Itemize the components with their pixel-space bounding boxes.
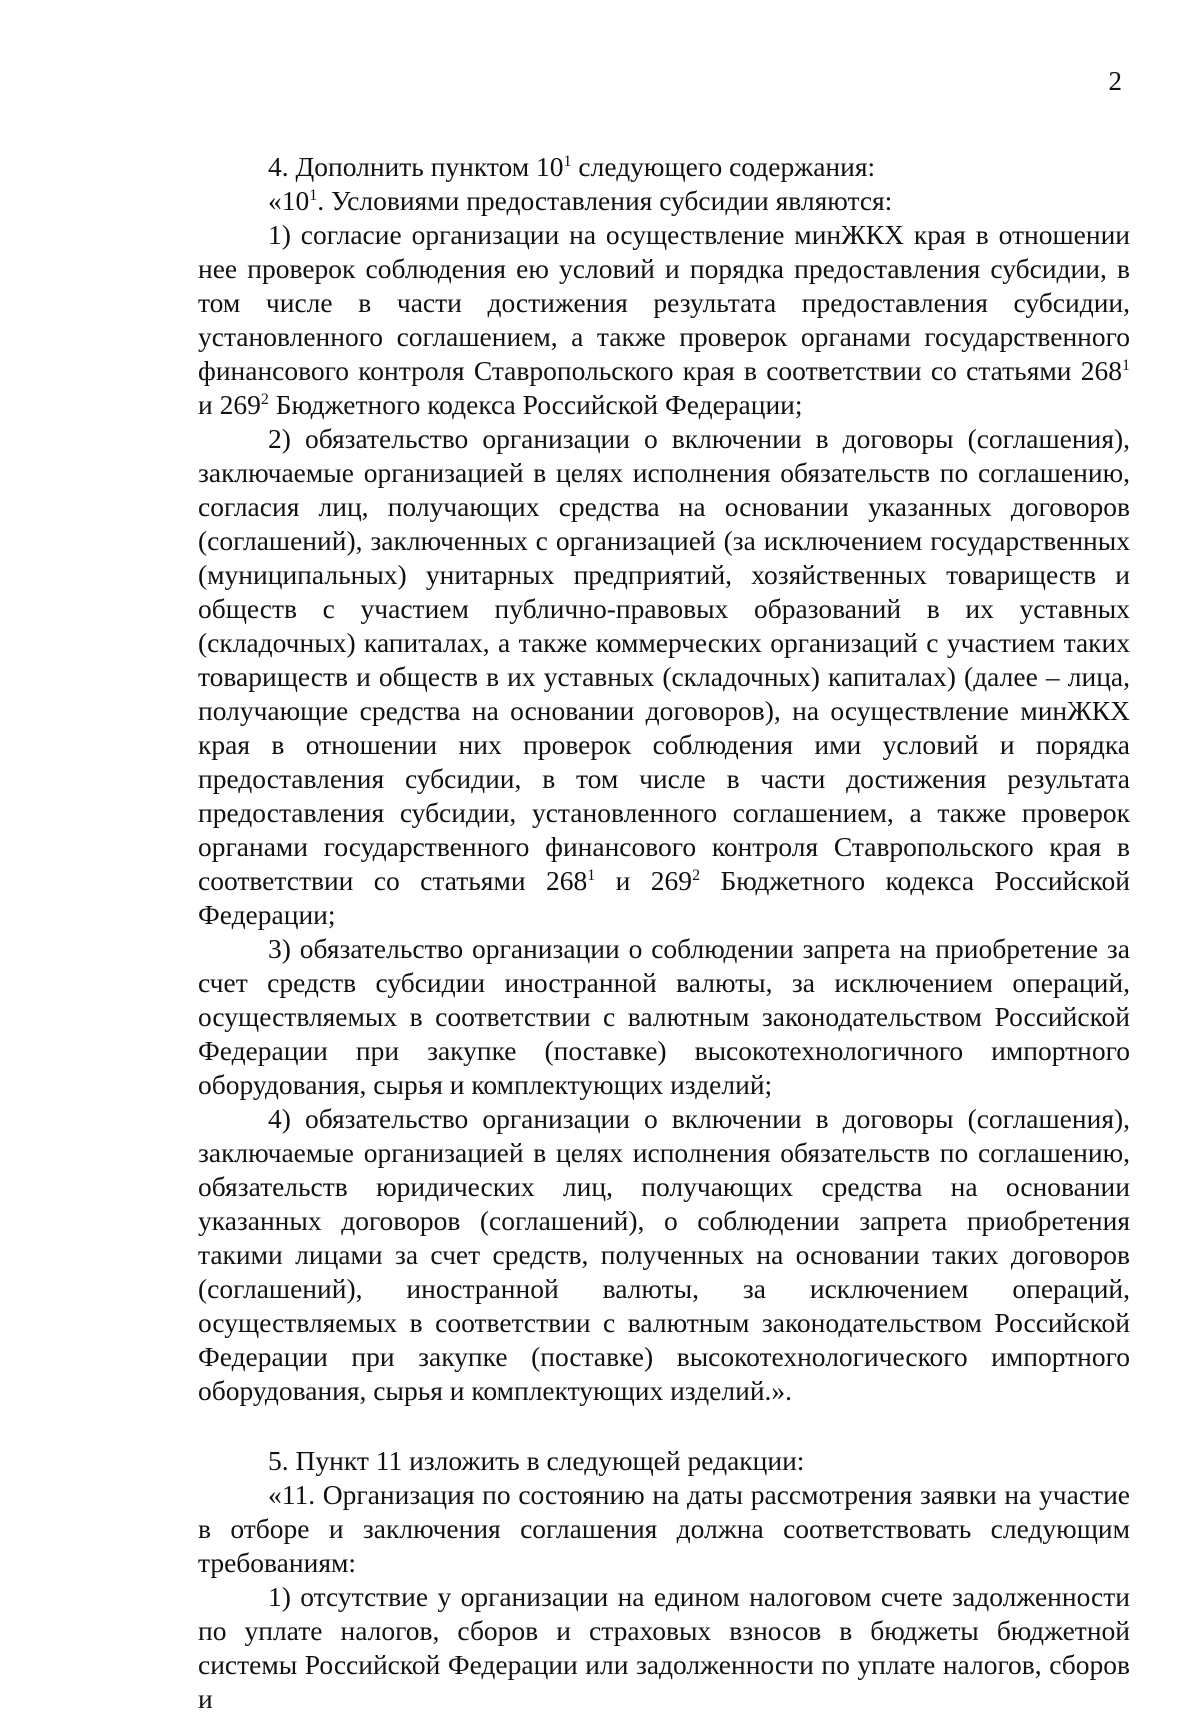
section-4-intro-text: «10	[268, 185, 310, 216]
superscript: 1	[1122, 356, 1130, 374]
section-4-item-2	[198, 422, 1130, 932]
page-number: 2	[1108, 66, 1122, 96]
section-4-heading-text-end: следующего содержания:	[571, 151, 876, 182]
item-text: и 269	[198, 389, 261, 420]
item-text: Бюджетного кодекса Российской Федерации;	[198, 865, 1130, 930]
superscript: 1	[563, 152, 572, 170]
document-body	[198, 150, 1130, 1716]
item-text: 2) обязательство организации о включении в договоры (соглашения), заключаемые организацией в целях исполнения обязательств по соглашению, согласия лиц, получающих средства на основании указанных договоров (соглашений), заключенных с организацией (за исключением государственных (муниципальных) унитарных предприятий, хозяйственных товариществ и обществ с участием публично-правовых образований в их уставных (складочных) капиталах, а также коммерческих организаций с участием таких товариществ и обществ в их уставных (складочных) капиталах) (далее – лица, получающие средства на основании договоров), на осуществление минЖКХ края в отношении них проверок соблюдения ими условий и порядка предоставления субсидии, в том числе в части достижения результата предоставления субсидии, установленного соглашением, а также проверок органами государственного финансового контроля Ставропольского края в соответствии со статьями 268	[198, 423, 1130, 896]
section-4-heading-text: 4. Дополнить пунктом 10	[268, 151, 564, 182]
section-4-intro-text-end: . Условиями предоставления субсидии являются:	[317, 185, 893, 216]
section-5-item-1: 1) отсутствие у организации на едином налоговом счете задолженности по уплате налогов, сборов и страховых взносов в бюджеты бюджетной системы Российской Федерации или задолженности по уплате налогов, сборов и	[198, 1581, 1130, 1714]
superscript: 1	[587, 866, 596, 884]
section-4-heading	[198, 150, 1130, 184]
section-4-item-1	[198, 218, 1130, 422]
item-text: 1) согласие организации на осуществление минЖКХ края в отношении нее проверок соблюдения ею условий и порядка предоставления субсидии, в том числе в части достижения результата предоставления субсидии, установленного соглашением, а также проверок органами государственного финансового контроля Ставропольского края в соответствии со статьями 268	[198, 219, 1130, 386]
item-text: Бюджетного кодекса Российской Федерации;	[268, 389, 803, 420]
section-4-intro	[198, 184, 1130, 218]
superscript: 2	[692, 866, 701, 884]
item-text: и 269	[595, 865, 693, 896]
superscript: 2	[260, 390, 269, 408]
superscript: 1	[309, 186, 318, 204]
section-4-item-3: 3) обязательство организации о соблюдении запрета на приобретение за счет средств субсидии иностранной валюты, за исключением операций, осуществляемых в соответствии с валютным законодательством Российской Федерации при закупке (поставке) высокотехнологичного импортного оборудования, сырья и комплектующих изделий;	[198, 933, 1130, 1100]
section-4-item-4: 4) обязательство организации о включении в договоры (соглашения), заключаемые организацией в целях исполнения обязательств по соглашению, обязательств юридических лиц, получающих средства на основании указанных договоров (соглашений), о соблюдении запрета приобретения такими лицами за счет средств, полученных на основании таких договоров (соглашений), иностранной валюты, за исключением операций, осуществляемых в соответствии с валютным законодательством Российской Федерации при закупке (поставке) высокотехнологического импортного оборудования, сырья и комплектующих изделий.».	[198, 1103, 1130, 1406]
section-5-heading: 5. Пункт 11 изложить в следующей редакции:	[268, 1445, 805, 1476]
section-5-intro: «11. Организация по состоянию на даты рассмотрения заявки на участие в отборе и заключения соглашения должна соответствовать следующим требованиям:	[198, 1479, 1130, 1578]
